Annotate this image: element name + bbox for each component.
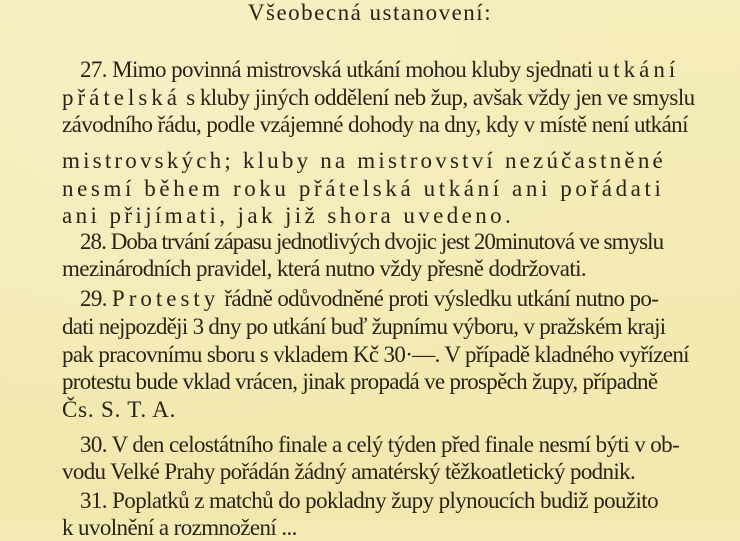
text-line-8: mezinárodních pravidel, která nutno vždy přesně dodržovati. (62, 256, 587, 281)
text-line-2-spaced: přátelská (62, 85, 182, 110)
text-line-13: Čs. S. T. A. (62, 397, 177, 422)
text-line-9-suffix: řádně odůvodněné proti výsledku utkání nutno po- (219, 286, 659, 311)
text-line-9-prefix: 29. (80, 286, 112, 311)
text-line-12: protestu bude vklad vrácen, jinak propadá ve prospěch župy, případně (62, 369, 658, 394)
text-line-14: 30. V den celostátního finale a celý týden před finale nesmí býti v ob- (80, 432, 680, 457)
text-line-10: dati nejpozději 3 dny po utkání buď župnímu výboru, v pražském kraji (62, 314, 666, 339)
text-line-1 (80, 56, 679, 83)
text-line-9-spaced: Protesty (111, 286, 220, 311)
text-line-5: nesmí během roku přátelská utkání ani pořádati (62, 176, 665, 201)
text-line-16: 31. Poplatků z matchů do pokladny župy plynoucích budiž použito (80, 488, 658, 513)
text-line-17: k uvolnění a rozmnožení ... (62, 515, 297, 540)
text-line-4: mistrovských; kluby na mistrovství nezúčastněné (62, 148, 666, 173)
text-line-2-suffix: s kluby jiných oddělení neb žup, avšak vždy jen ve smyslu (181, 85, 695, 110)
text-line-1-prefix: 27. Mimo povinná mistrovská utkání mohou kluby sjednati (80, 57, 598, 82)
text-line-9 (80, 285, 658, 312)
text-line-2 (62, 84, 695, 111)
text-line-3: závodního řádu, podle vzájemné dohody na dny, kdy v místě není utkání (62, 112, 688, 137)
section-heading: Všeobecná ustanovení: (247, 0, 493, 25)
text-line-15: vodu Velké Prahy pořádán žádný amatérský těžkoatletický podnik. (62, 459, 636, 484)
text-line-1-spaced: utkání (597, 57, 680, 82)
text-line-11: pak pracovnímu sboru s vkladem Kč 30·—. V případě kladného vyřízení (62, 342, 689, 367)
text-line-6: ani přijímati, jak již shora uvedeno. (62, 203, 515, 228)
text-line-7: 28. Doba trvání zápasu jednotlivých dvojic jest 20minutová ve smyslu (80, 229, 664, 254)
